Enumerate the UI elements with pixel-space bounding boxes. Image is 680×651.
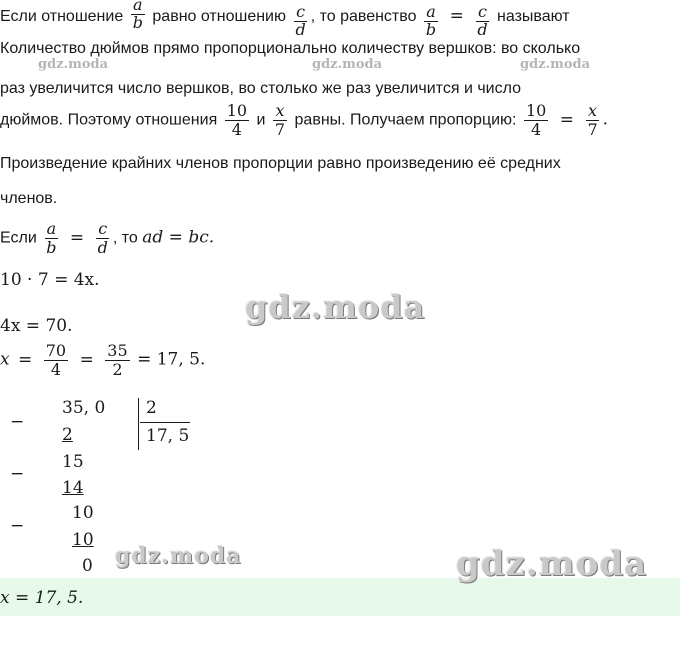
remainder: 0 [82,556,93,576]
minus-sign: − [10,516,25,536]
fraction: $\frac{x}{7}$ [587,101,598,139]
paragraph-line: Произведение крайних членов пропорции равно произведению её средних [0,155,561,172]
paragraph-line: членов. [0,190,58,207]
fraction: $\frac{10}{4}$ [226,101,248,139]
dividend: 35, 0 [62,398,106,418]
paragraph-line: раз увеличится число вершков, во столько же раз увеличится и число [0,80,522,97]
definition-line [0,0,570,39]
watermark: gdz.moda [456,544,648,584]
rule-line: Если $\frac{a}{b}$ = $\frac{c}{d}$ , то ad = bc. [0,219,215,257]
fraction: $\frac{c}{d}$ [97,219,108,257]
subtrahend: 14 [62,478,84,498]
remainder: 15 [62,452,84,472]
fraction: $\frac{10}{4}$ [525,101,547,139]
divisor-rule [140,422,190,423]
watermark: gdz.moda [38,57,109,72]
watermark: gdz.moda [520,57,591,72]
remainder: 10 [72,503,94,523]
fraction: $\frac{a}{b}$ [425,2,437,39]
text-segment: Если отношение [0,8,124,26]
division-bracket [138,398,139,450]
paragraph-line: дюймов. Поэтому отношения $\frac{10}{4}$ и $\frac{x}{7}$ равны. Получаем пропорцию: $\frac{10}{4}$ = $\frac{x}{7}$ . [0,101,609,139]
text-segment: , то равенство [310,8,417,26]
minus-sign: − [10,464,25,484]
subtrahend: 2 [62,425,73,445]
subtrahend: 10 [72,530,94,550]
fraction: $\frac{c}{d}$ [477,2,488,39]
fraction: $\frac{c}{d}$ [295,2,306,39]
equation: 4x = 70. [0,316,73,336]
watermark: gdz.moda [312,57,383,72]
paragraph-line: Количество дюймов прямо пропорционально количеству вершков: во сколько [0,40,581,57]
watermark: gdz.moda [245,288,426,326]
minus-sign: − [10,412,25,432]
text-segment: равно отношению [152,8,286,26]
answer: x = 17, 5. [0,588,84,608]
quotient: 17, 5 [146,426,190,446]
fraction: $\frac{70}{4}$ [45,341,67,379]
watermark: gdz.moda [115,543,242,569]
divisor: 2 [146,398,157,418]
fraction: $\frac{a}{b}$ [46,219,57,257]
fraction: $\frac{x}{7}$ [274,101,286,139]
equals-sign: = [449,6,464,27]
text-segment: называют [497,8,570,26]
equation: 10 · 7 = 4x. [0,270,100,290]
fraction: $\frac{35}{2}$ [107,341,128,379]
equation: x = $\frac{70}{4}$ = $\frac{35}{2}$ = 17, 5. [0,341,206,379]
fraction: $\frac{a}{b}$ [131,0,145,24]
